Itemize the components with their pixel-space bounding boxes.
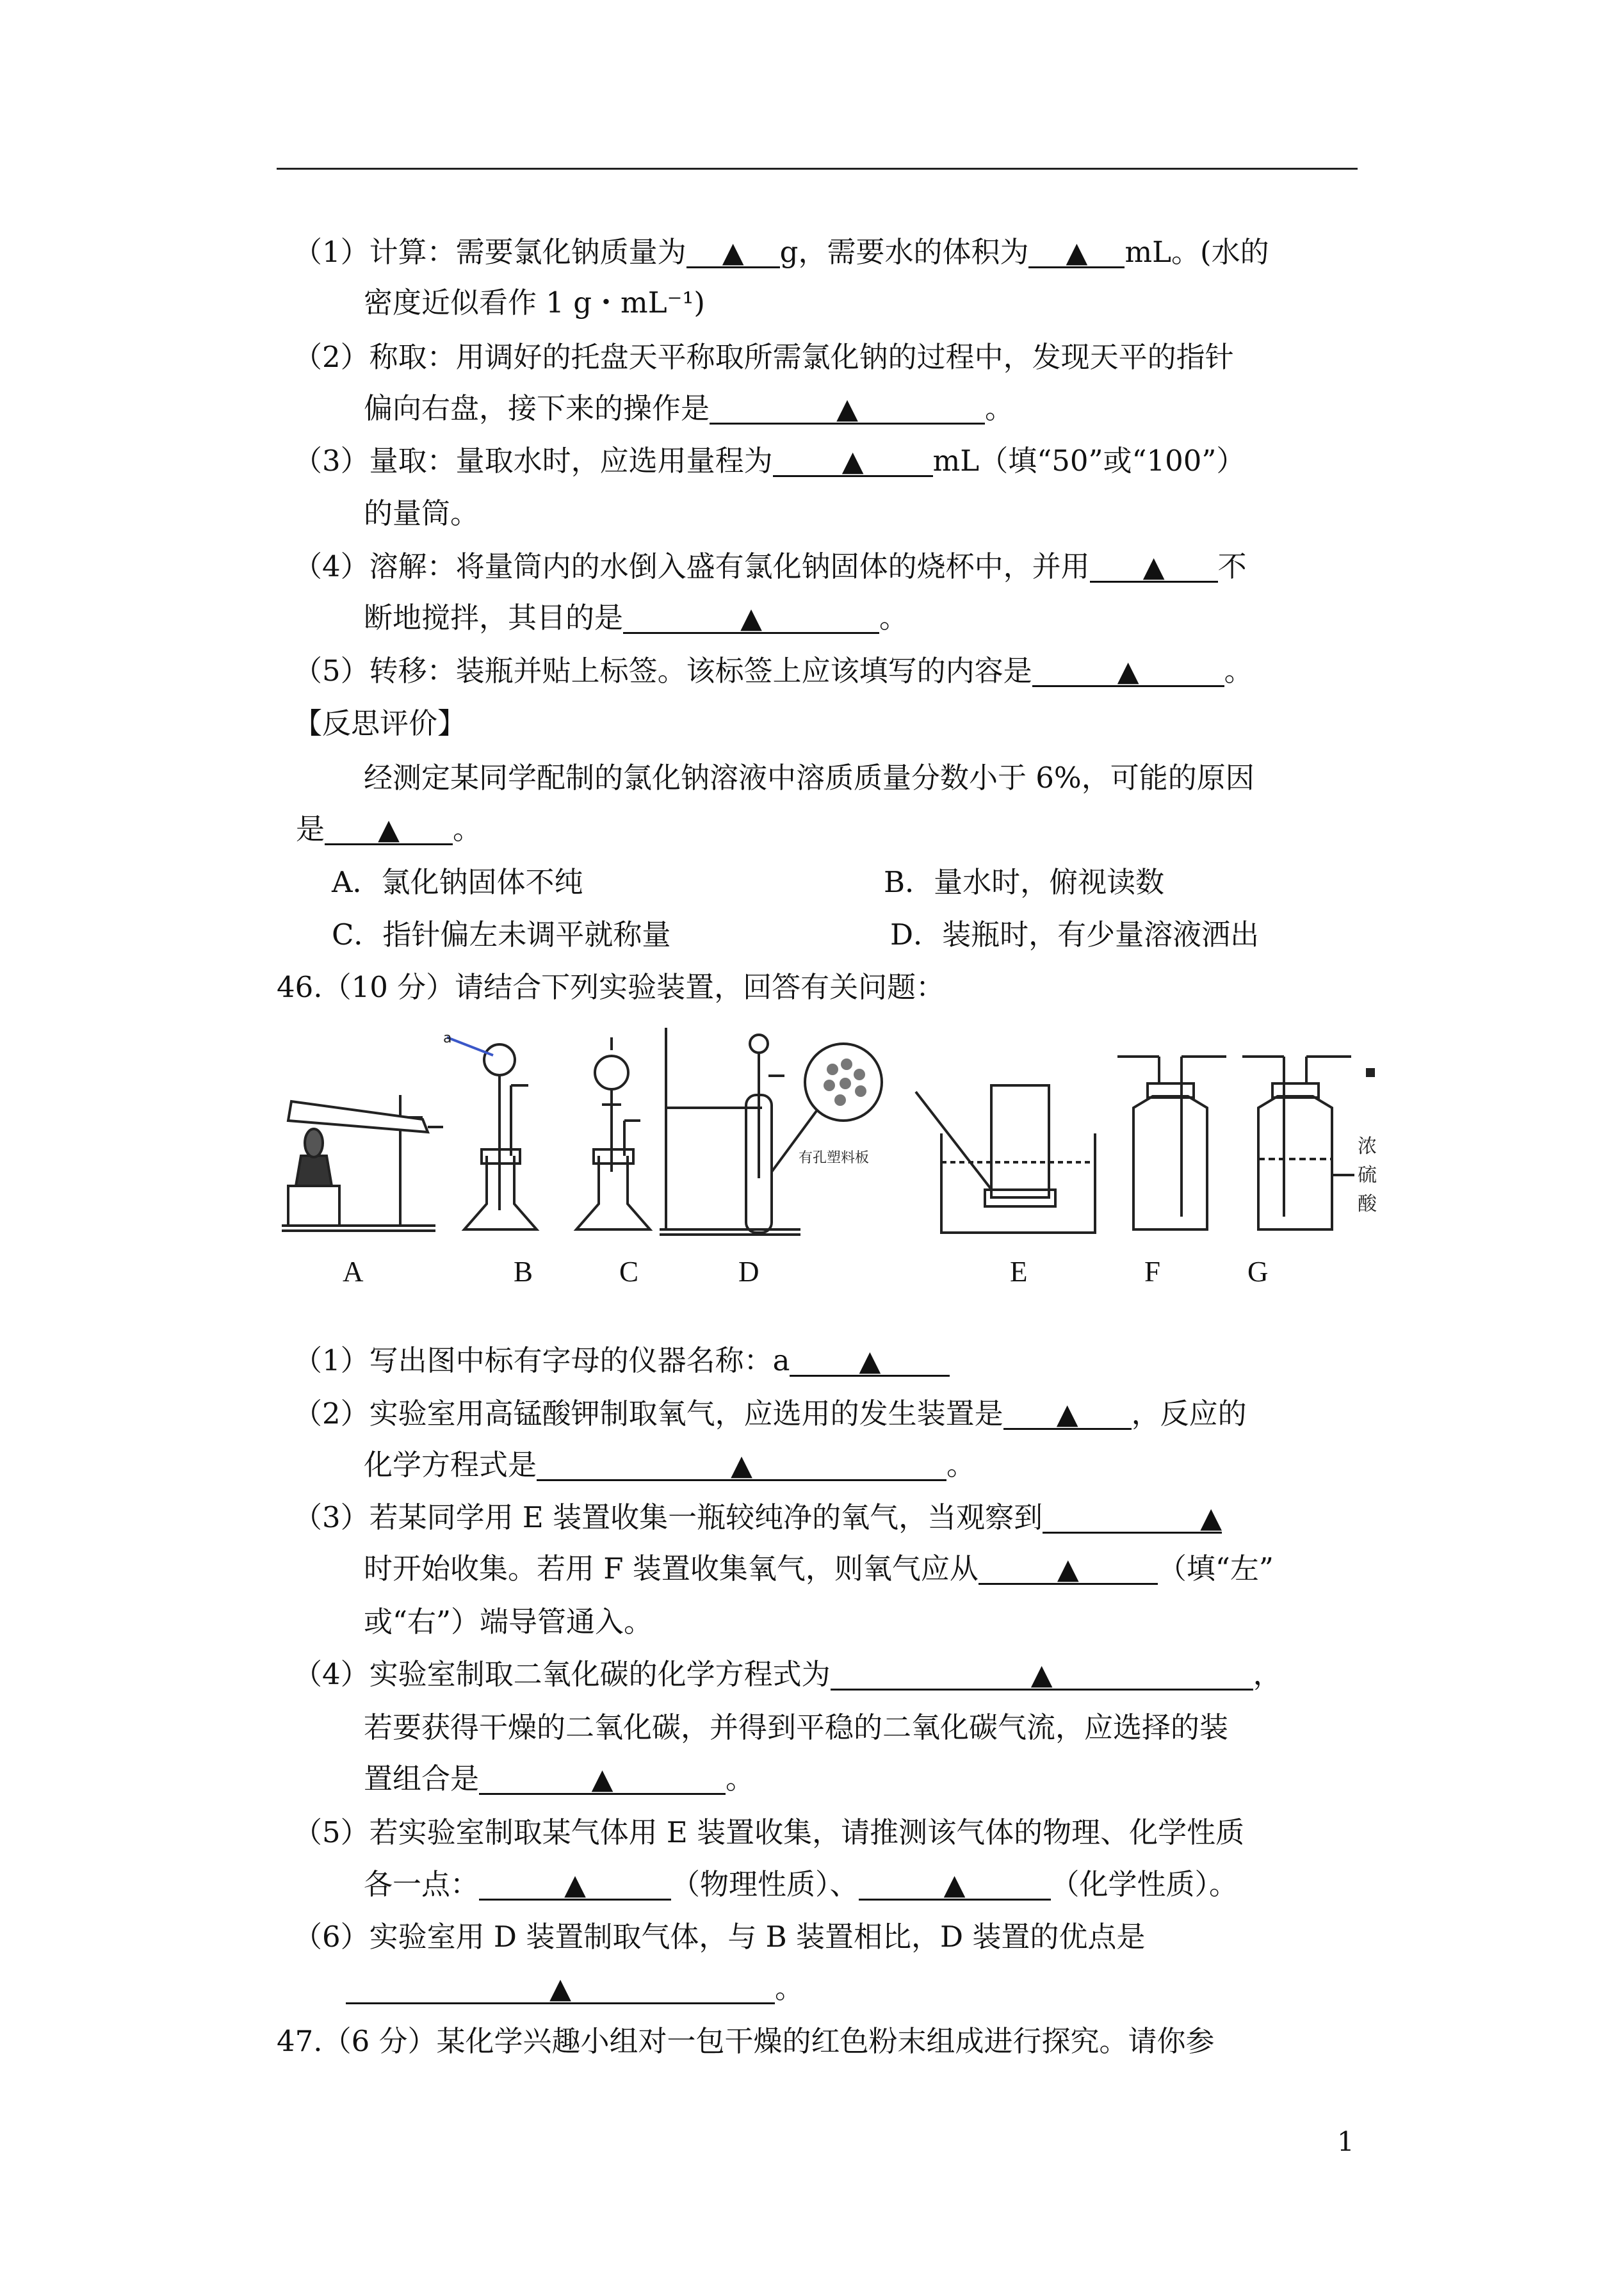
apparatus-g [1242, 1057, 1374, 1229]
q45-line-9: （5）转移：装瓶并贴上标签。该标签上应该填写的内容是 ▲ 。 [293, 652, 1253, 690]
q46-line-11: 各一点： ▲ （物理性质）、 ▲ （化学性质）。 [364, 1865, 1238, 1904]
reflect-line-1: 经测定某同学配制的氯化钠溶液中溶质质量分数小于 6%，可能的原因 [364, 761, 1255, 795]
apparatus-figure [275, 1025, 1377, 1255]
option-d: D．装瓶时，有少量溶液洒出 [890, 918, 1260, 952]
q46-line-7: （4）实验室制取二氧化碳的化学方程式为 ▲ ， [293, 1655, 1282, 1694]
answer-blank[interactable]: ▲ [831, 1655, 1253, 1691]
apparatus-d [660, 1028, 882, 1235]
perforated-plate-callout: 有孔塑料板 [799, 1150, 870, 1166]
apparatus-a [282, 1095, 443, 1231]
q45-line-1: （1）计算：需要氯化钠质量为 ▲ g，需要水的体积为 ▲ mL。(水的 [293, 233, 1269, 272]
q46-line-3: 化学方程式是 ▲ 。 [364, 1446, 975, 1484]
q45-line-2: 密度近似看作 1 g・mL⁻¹) [364, 286, 705, 320]
option-a: A．氯化钠固体不纯 [332, 865, 583, 899]
option-b: B．量水时，俯视读数 [884, 865, 1165, 899]
answer-blank[interactable]: ▲ [859, 1865, 1051, 1901]
answer-blank[interactable]: ▲ [325, 810, 453, 845]
apparatus-e [916, 1085, 1095, 1233]
q46-line-2: （2）实验室用高锰酸钾制取氧气，应选用的发生装置是 ▲ ，反应的 [293, 1395, 1247, 1433]
acid-label-1: 浓 [1358, 1135, 1377, 1158]
answer-blank[interactable]: ▲ [346, 1969, 775, 2004]
acid-label-3: 酸 [1358, 1193, 1377, 1215]
label-a-mark: a [443, 1030, 452, 1046]
answer-blank[interactable]: ▲ [537, 1446, 946, 1481]
answer-blank[interactable]: ▲ [1090, 547, 1218, 583]
q46-line-1: （1）写出图中标有字母的仪器名称：a ▲ [293, 1342, 950, 1380]
q45-line-8: 断地搅拌，其目的是 ▲ 。 [364, 599, 908, 637]
q47-text: 47.（6 分）某化学兴趣小组对一包干燥的红色粉末组成进行探究。请你参 [277, 2024, 1215, 2058]
fig-label-e: E [1010, 1256, 1028, 1288]
answer-blank[interactable]: ▲ [790, 1342, 950, 1377]
q45-line-3: （2）称取：用调好的托盘天平称取所需氯化钠的过程中，发现天平的指针 [293, 340, 1234, 374]
fig-label-d: D [738, 1256, 759, 1288]
answer-blank[interactable]: ▲ [773, 442, 933, 477]
fig-label-g: G [1247, 1256, 1269, 1288]
q46-line-4: （3）若某同学用 E 装置收集一瓶较纯净的氧气，当观察到 ▲ [293, 1498, 1222, 1537]
option-c: C．指针偏左未调平就称量 [332, 918, 671, 952]
apparatus-f [1117, 1057, 1226, 1229]
q46-line-8: 若要获得干燥的二氧化碳，并得到平稳的二氧化碳气流，应选择的装 [364, 1710, 1229, 1744]
answer-blank[interactable]: ▲ [1003, 1395, 1132, 1430]
reflect-line-2: 是 ▲ 。 [296, 810, 482, 848]
q46-line-12: （6）实验室用 D 装置制取气体，与 B 装置相比，D 装置的优点是 [293, 1920, 1146, 1954]
answer-blank[interactable]: ▲ [978, 1550, 1158, 1585]
fig-label-a: A [343, 1256, 364, 1288]
fig-label-c: C [619, 1256, 639, 1288]
fig-label-b: B [514, 1256, 533, 1288]
answer-blank[interactable]: ▲ [1032, 652, 1224, 687]
answer-blank[interactable]: ▲ [710, 389, 985, 425]
fig-label-f: F [1144, 1256, 1161, 1288]
q45-line-5: （3）量取：量取水时，应选用量程为 ▲ mL（填“50”或“100”） [293, 442, 1245, 480]
page-number: 1 [1337, 2126, 1354, 2157]
q45-line-4: 偏向右盘，接下来的操作是 ▲ 。 [364, 389, 1014, 428]
header-rule [277, 168, 1358, 170]
answer-blank[interactable]: ▲ [1043, 1498, 1222, 1534]
q46-line-6: 或“右”）端导管通入。 [364, 1605, 653, 1639]
q46-line-9: 置组合是 ▲ 。 [364, 1760, 754, 1798]
answer-blank[interactable]: ▲ [623, 599, 879, 634]
q45-line-7: （4）溶解：将量筒内的水倒入盛有氯化钠固体的烧杯中，并用 ▲ 不 [293, 547, 1247, 586]
apparatus-b [447, 1037, 537, 1229]
answer-blank[interactable]: ▲ [686, 233, 780, 268]
answer-blank[interactable]: ▲ [479, 1760, 726, 1795]
answer-blank[interactable]: ▲ [479, 1865, 671, 1901]
q46-line-5: 时开始收集。若用 F 装置收集氧气，则氧气应从 ▲ （填“左” [364, 1550, 1274, 1588]
answer-blank[interactable]: ▲ [1028, 233, 1125, 268]
apparatus-c [576, 1037, 650, 1229]
q46-line-10: （5）若实验室制取某气体用 E 装置收集，请推测该气体的物理、化学性质 [293, 1815, 1245, 1849]
reflect-heading: 【反思评价】 [293, 706, 467, 740]
q45-line-6: 的量筒。 [364, 496, 480, 530]
q46-title: 46.（10 分）请结合下列实验装置，回答有关问题： [277, 970, 945, 1004]
acid-label-2: 硫 [1358, 1164, 1377, 1187]
q46-line-13: ▲ 。 [346, 1969, 804, 2007]
